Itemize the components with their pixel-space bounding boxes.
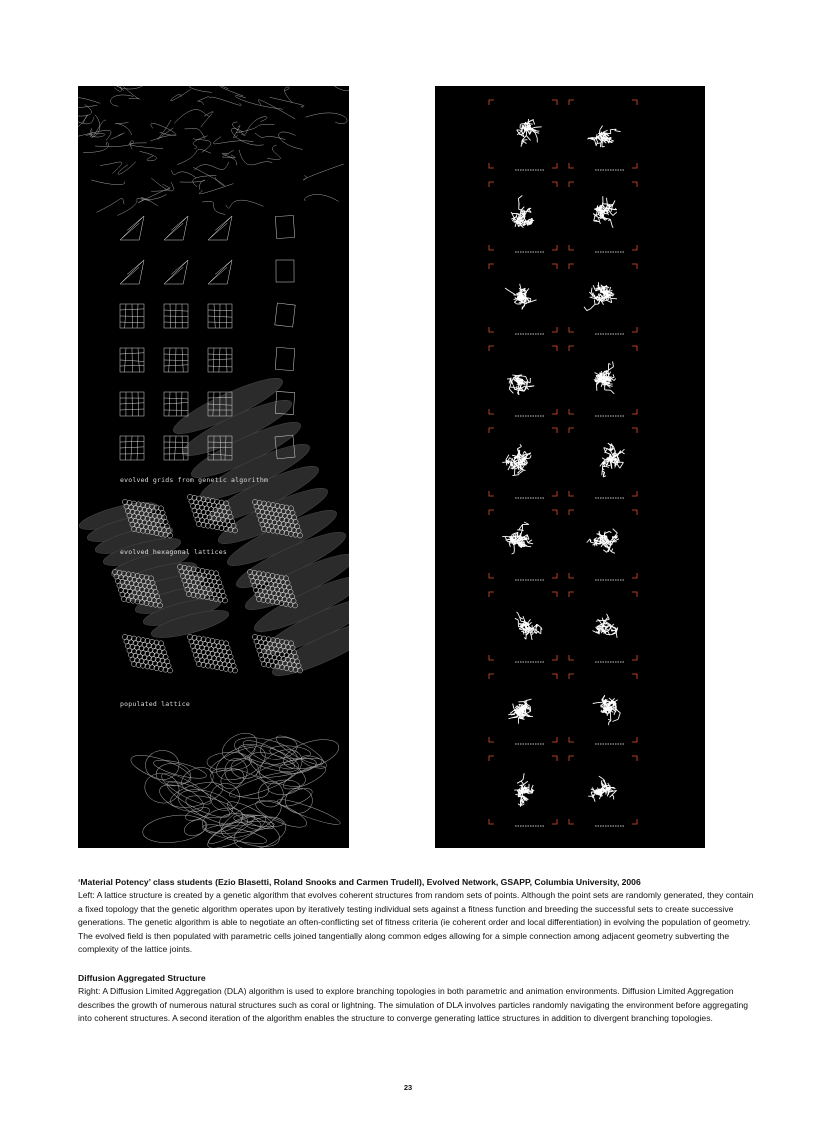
tangled-lattice-bottom [128,728,342,848]
ribbon-bands [78,370,349,684]
dla-cluster [593,196,617,228]
left-figure-evolved-network [78,86,349,848]
dla-cluster [593,695,621,725]
dla-cluster [587,529,619,554]
page-number: 23 [403,1083,413,1092]
left-figure-graphics [78,86,349,848]
label-evolved-grids: evolved grids from genetic algorithm [120,476,269,484]
dla-cluster [517,119,542,147]
label-evolved-hexagonal: evolved hexagonal lattices [120,548,227,556]
tangled-lattice-top [78,86,349,215]
caption-title: Diffusion Aggregated Structure [78,973,206,983]
dla-cluster [505,284,537,310]
dla-cluster [587,126,620,148]
right-figure-graphics [435,86,705,848]
dla-cluster [508,699,533,724]
dla-cluster [502,444,531,475]
caption-title: ‘Material Potency’ class students (Ezio Blasetti, Roland Snooks and Carmen Trudell), Evolved Network, GSAPP, Columbia University, 2006 [78,877,641,887]
dla-cluster [515,612,542,640]
right-figure-dla-structures [435,86,705,848]
dla-cluster [507,375,534,395]
label-populated-lattice: populated lattice [120,700,190,708]
dla-cluster [502,522,533,554]
caption-body: Right: A Diffusion Limited Aggregation (DLA) algorithm is used to explore branching topologies in both parametric and animation environments. Diffusion Limited Aggregation describes the growth of numerous natural structures such as coral or lightning. The simulation of DLA involves particles randomly navigating the environment before aggregating into coherent structures. A second iteration of the algorithm enables the structure to converge generating lattice structures in addition to divergent branching topologies. [78,986,749,1024]
dla-cluster [600,443,625,477]
caption-evolved-network [78,876,758,956]
dla-cluster [593,614,618,638]
dla-cluster [588,776,616,802]
dla-cluster [514,773,534,807]
dla-cluster [511,195,534,227]
dla-cluster [584,282,617,310]
dla-cluster [594,361,616,393]
caption-body: Left: A lattice structure is created by a genetic algorithm that evolves coherent structures from random sets of points. Although the point sets are randomly generated, they contain a fixed topology that the genetic algorithm operates upon by iteratively testing individual sets against a fitness function and breeding the successful sets to create successive generations. The genetic algorithm is able to negotiate an often-conflicting set of fitness criteria (ie coherent order and local differentiation) in evolving the population of geometry. The evolved field is then populated with parametric cells joined tangentially along common edges allowing for a simple connection among adjacent geometry subverting the complexity of the lattice joints. [78,890,754,955]
caption-diffusion-aggregated [78,972,758,1026]
